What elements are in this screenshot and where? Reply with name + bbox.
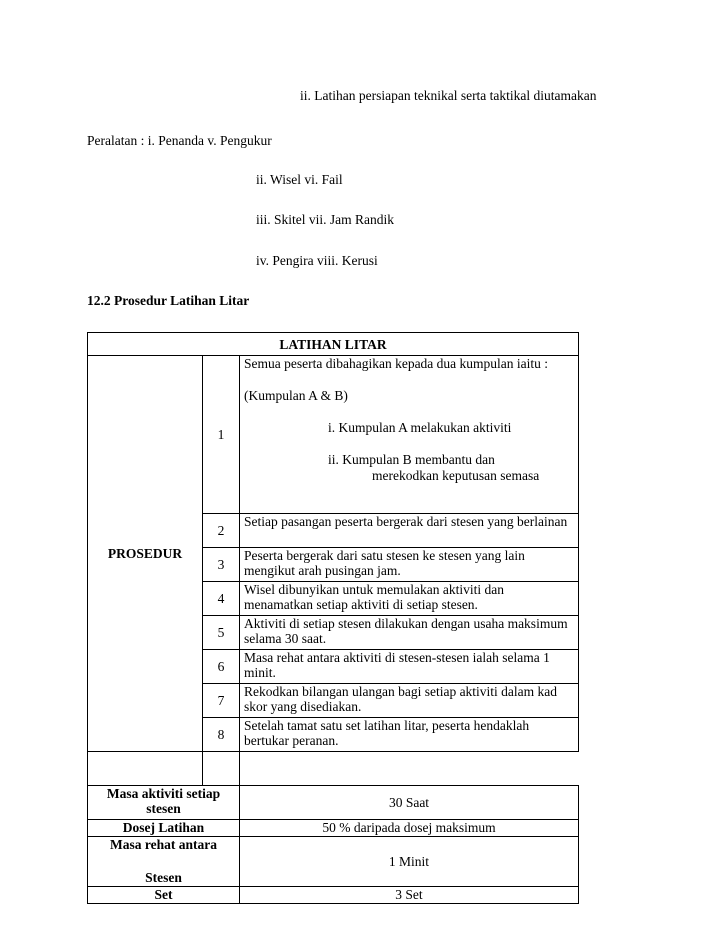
step-number: 4 xyxy=(203,582,240,616)
step-text: Rekodkan bilangan ulangan bagi setiap aktiviti dalam kad skor yang disediakan. xyxy=(240,684,579,718)
table-header-row xyxy=(88,333,579,356)
step-number xyxy=(88,752,203,786)
training-priority-line: ii. Latihan persiapan teknikal serta taktikal diutamakan xyxy=(300,88,597,103)
table-title: LATIHAN LITAR xyxy=(88,333,579,356)
step-text xyxy=(203,752,240,786)
equipment-label-line: Peralatan : i. Penanda v. Pengukur xyxy=(87,133,272,148)
summary-row-dosej xyxy=(88,820,579,837)
step-text: Setelah tamat satu set latihan litar, peserta hendaklah bertukar peranan. xyxy=(240,718,579,752)
masa-aktiviti-value: 30 Saat xyxy=(240,786,579,820)
step-text: Peserta bergerak dari satu stesen ke stesen yang lain mengikut arah pusingan jam. xyxy=(240,548,579,582)
step-text: Aktiviti di setiap stesen dilakukan dengan usaha maksimum selama 30 saat. xyxy=(240,616,579,650)
step-number: 2 xyxy=(203,514,240,548)
step-number: 6 xyxy=(203,650,240,684)
step-number: 3 xyxy=(203,548,240,582)
procedure-label: PROSEDUR xyxy=(88,356,203,752)
step-number: 8 xyxy=(203,718,240,752)
procedure-step-row xyxy=(88,752,579,786)
rehat-label xyxy=(88,837,240,887)
step-text xyxy=(240,356,579,514)
dosej-label: Dosej Latihan xyxy=(88,820,240,837)
procedure-step-row xyxy=(88,356,579,514)
step-text-line: i. Kumpulan A melakukan aktiviti xyxy=(328,420,512,435)
summary-row-masa-aktiviti xyxy=(88,786,579,820)
step-text-line: merekodkan keputusan semasa xyxy=(372,468,540,483)
equipment-item: ii. Wisel vi. Fail xyxy=(256,172,343,187)
equipment-item: iv. Pengira viii. Kerusi xyxy=(256,253,378,268)
step-text: Wisel dibunyikan untuk memulakan aktiviti dan menamatkan setiap aktiviti di setiap stesen. xyxy=(240,582,579,616)
step-number: 1 xyxy=(203,356,240,514)
step-text-line: ii. Kumpulan B membantu dan xyxy=(328,452,495,467)
rehat-label-line: Stesen xyxy=(145,870,182,885)
step-number: 5 xyxy=(203,616,240,650)
equipment-item: iii. Skitel vii. Jam Randik xyxy=(256,212,394,227)
summary-row-rehat xyxy=(88,837,579,887)
set-label: Set xyxy=(88,887,240,904)
section-heading: 12.2 Prosedur Latihan Litar xyxy=(87,293,250,308)
rehat-label-line: Masa rehat antara xyxy=(110,837,217,852)
step-number: 7 xyxy=(203,684,240,718)
masa-aktiviti-label: Masa aktiviti setiap stesen xyxy=(88,786,240,820)
circuit-training-table xyxy=(87,332,579,904)
step-text-line: Semua peserta dibahagikan kepada dua kumpulan iaitu : xyxy=(244,356,549,371)
step-text-line: (Kumpulan A & B) xyxy=(244,388,348,403)
step-text: Masa rehat antara aktiviti di stesen-stesen ialah selama 1 minit. xyxy=(240,650,579,684)
rehat-value: 1 Minit xyxy=(240,837,579,887)
step-text: Setiap pasangan peserta bergerak dari stesen yang berlainan xyxy=(240,514,579,548)
set-value: 3 Set xyxy=(240,887,579,904)
dosej-value: 50 % daripada dosej maksimum xyxy=(240,820,579,837)
summary-row-set xyxy=(88,887,579,904)
